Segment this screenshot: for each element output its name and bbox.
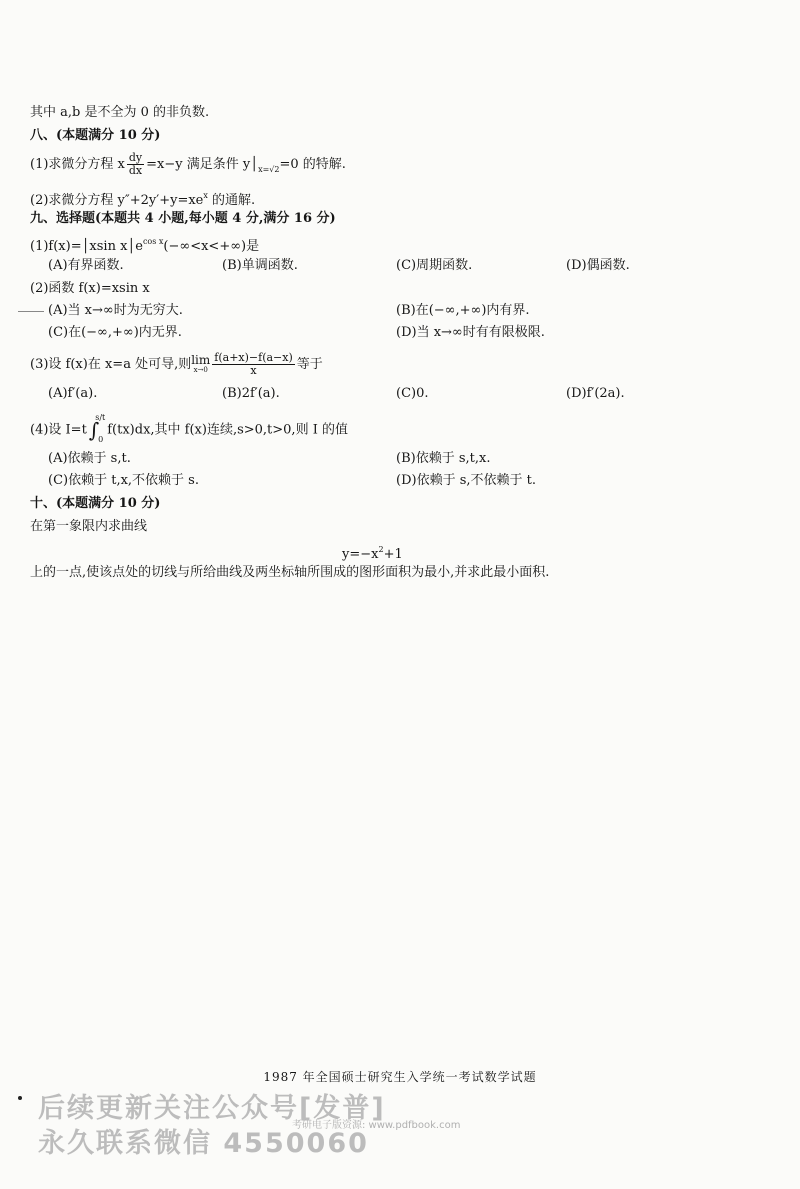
s9-q3-option-d: (D)f′(2a). [566, 386, 625, 401]
s9-q4-option-c: (C)依赖于 t,x,不依赖于 s. [48, 473, 199, 488]
s9-q3-option-b: (B)2f′(a). [222, 386, 280, 401]
section-10-title: 十、(本题满分 10 分) [30, 496, 161, 511]
s8-question-2: (2)求微分方程 $y''+2y'+y=xe^x$ 的通解. [30, 191, 256, 208]
s9-q1-option-b: (B)单调函数. [222, 258, 298, 273]
s8-question-1: (1)求微分方程 x $\frac{dy}{dx}$ =x−y 满足条件 $y│_{x=√2}=0$ 的特解. [30, 151, 346, 177]
scan-dot [18, 1096, 22, 1100]
s9-q3-option-c: (C)0. [396, 386, 429, 401]
s9-q1-option-a: (A)有界函数. [48, 258, 124, 273]
s9-question-3: (3)设 f(x)在 x=a 处可导,则lim x→0 $\frac{f(a+x)-f(a-x)}{x}$ 等于 [30, 351, 323, 377]
intro-line: 其中 a,b 是不全为 0 的非负数. [30, 105, 210, 120]
s10-equation: $y=-x^2+1$ [342, 545, 403, 562]
s9-q4-option-d: (D)依赖于 s,不依赖于 t. [396, 473, 536, 488]
s9-q4-option-b: (B)依赖于 s,t,x. [396, 451, 491, 466]
s9-question-1: (1)f(x)=│xsin $x│e^{cos x}(-\infty<x<+\infty)$是 [30, 237, 260, 254]
integral-sign: ∫ s/t 0 [88, 413, 106, 444]
watermark-line-2: 永久联系微信 4550060 [38, 1128, 369, 1159]
s9-q4-option-a: (A)依赖于 s,t. [48, 451, 131, 466]
s9-q3-option-a: (A)f′(a). [48, 386, 98, 401]
watermark-url: 考研电子版资源: www.pdfbook.com [292, 1120, 461, 1131]
s9-q2-option-c: (C)在(−∞,+∞)内无界. [48, 325, 182, 340]
s9-q2-option-d: (D)当 x→∞时有有限极限. [396, 325, 545, 340]
s10-intro: 在第一象限内求曲线 [30, 519, 148, 534]
watermark-line-1: 后续更新关注公众号[发普] [38, 1093, 386, 1124]
s9-q2-option-b: (B)在(−∞,+∞)内有界. [396, 303, 530, 318]
section-8-title: 八、(本题满分 10 分) [30, 128, 161, 143]
s9-question-2: (2)函数 f(x)=xsin x [30, 281, 150, 296]
s9-q1-option-c: (C)周期函数. [396, 258, 473, 273]
difference-quotient: $\frac{f(a+x)-f(a-x)}{x}$ [214, 351, 293, 377]
s9-question-4: (4)设 I=t ∫ s/t 0 f(tx)dx,其中 f(x)连续,s>0,t>0,则 I 的值 [30, 413, 348, 444]
page-footer: 1987 年全国硕士研究生入学统一考试数学试题 [263, 1070, 537, 1084]
section-9-title: 九、选择题(本题共 4 小题,每小题 4 分,满分 16 分) [30, 211, 336, 226]
dy-dx-fraction: $\frac{dy}{dx}$ [128, 151, 143, 177]
s9-q2-option-a: (A)当 x→∞时为无穷大. [48, 303, 183, 318]
s9-q1-option-d: (D)偶函数. [566, 258, 630, 273]
limit-expression: lim x→0 [191, 352, 211, 374]
s10-body: 上的一点,使该点处的切线与所给曲线及两坐标轴所围成的图形面积为最小,并求此最小面积. [30, 565, 550, 580]
scan-mark [18, 311, 44, 312]
